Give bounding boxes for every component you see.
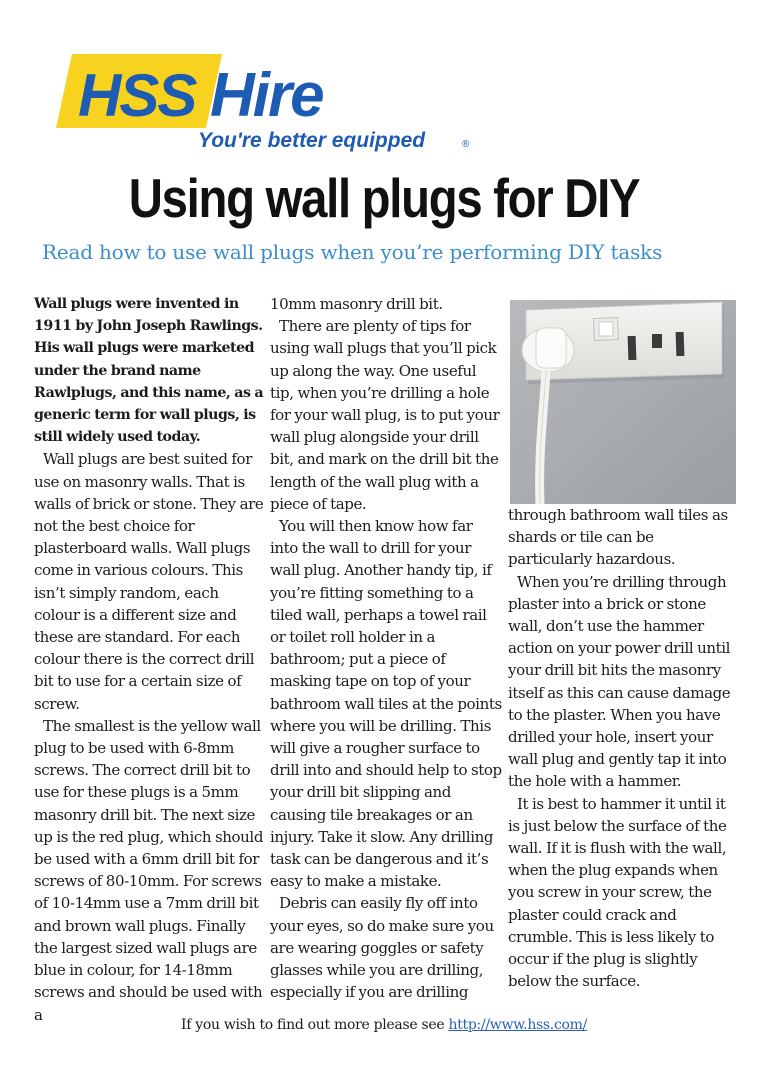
logo-yellow-block: [56, 54, 222, 129]
paragraph: through bathroom wall tiles as shards or tile can be particularly hazardous.: [508, 506, 728, 569]
hss-hire-logo: [50, 52, 490, 162]
text-column-1: [34, 293, 266, 1026]
paragraph: The smallest is the yellow wall plug to be used with 6-8mm screws. The correct drill bit to use for these plugs is a 5mm masonry drill bit. The next size up is the red plug, which should be used with a 6mm drill bit for screws of 80-10mm. For screws of 10-14mm use a 7mm drill bit and brown wall plugs. Finally the largest sized wall plugs are blue in colour, for 14-18mm screws and should be used with a: [34, 716, 264, 1024]
text-column-2: [270, 293, 502, 1004]
logo-registered-mark: ®: [462, 139, 470, 150]
paragraph: Debris can easily fly off into your eyes, so do make sure you are wearing goggles or safety glasses while you are drilling, especially if you are drilling: [270, 894, 494, 1002]
lead-paragraph: Wall plugs were invented in 1911 by John Joseph Rawlings. His wall plugs were marketed under the brand name Rawlplugs, and this name, as a generic term for wall plugs, is still widely used today.: [34, 296, 264, 446]
wall-socket-with-plug-photo: [510, 300, 736, 504]
footer-text: If you wish to find out more please see: [180, 1017, 449, 1033]
logo-tagline: You're better equipped: [198, 129, 426, 152]
footer: [0, 1017, 768, 1033]
logo-hire-text: Hire: [210, 61, 323, 130]
text-column-3: [508, 504, 738, 992]
paragraph: When you’re drilling through plaster into a brick or stone wall, don’t use the hammer action on your power drill until your drill bit hits the masonry itself as this can cause damage to the plaster. When you have drilled your hole, insert your wall plug and gently tap it into the hole with a hammer.: [508, 572, 731, 791]
paragraph: 10mm masonry drill bit.: [270, 295, 443, 313]
page-subtitle: Read how to use wall plugs when you’re performing DIY tasks: [42, 240, 663, 264]
paragraph: It is best to hammer it until it is just below the surface of the wall. If it is flush with the wall, when the plug expands when you screw in your screw, the plaster could crack and crumble. This is less likely to occur if the plug is slightly below the surface.: [508, 794, 727, 991]
logo-hss-text: HSS: [78, 62, 196, 129]
page-title: Using wall plugs for DIY: [128, 167, 640, 229]
paragraph: There are plenty of tips for using wall plugs that you’ll pick up along the way. One useful tip, when you’re drilling a hole for your wall plug, is to put your wall plug alongside your drill bit, and mark on the drill bit the length of the wall plug with a piece of tape.: [270, 317, 500, 513]
footer-link[interactable]: http://www.hss.com/: [448, 1017, 588, 1033]
paragraph: You will then know how far into the wall to drill for your wall plug. Another handy tip, if you’re fitting something to a tiled wall, perhaps a towel rail or toilet roll holder in a bathroom; put a piece of masking tape on top of your bathroom wall tiles at the points where you will be drilling. This will give a rougher surface to drill into and should help to stop your drill bit slipping and causing tile breakages or an injury. Take it slow. Any drilling task can be dangerous and it’s easy to make a mistake.: [270, 517, 502, 891]
paragraph: Wall plugs are best suited for use on masonry walls. That is walls of brick or stone. They are not the best choice for plasterboard walls. Wall plugs come in various colours. This isn’t simply random, each colour is a different size and these are standard. For each colour there is the correct drill bit to use for a certain size of screw.: [34, 450, 264, 713]
